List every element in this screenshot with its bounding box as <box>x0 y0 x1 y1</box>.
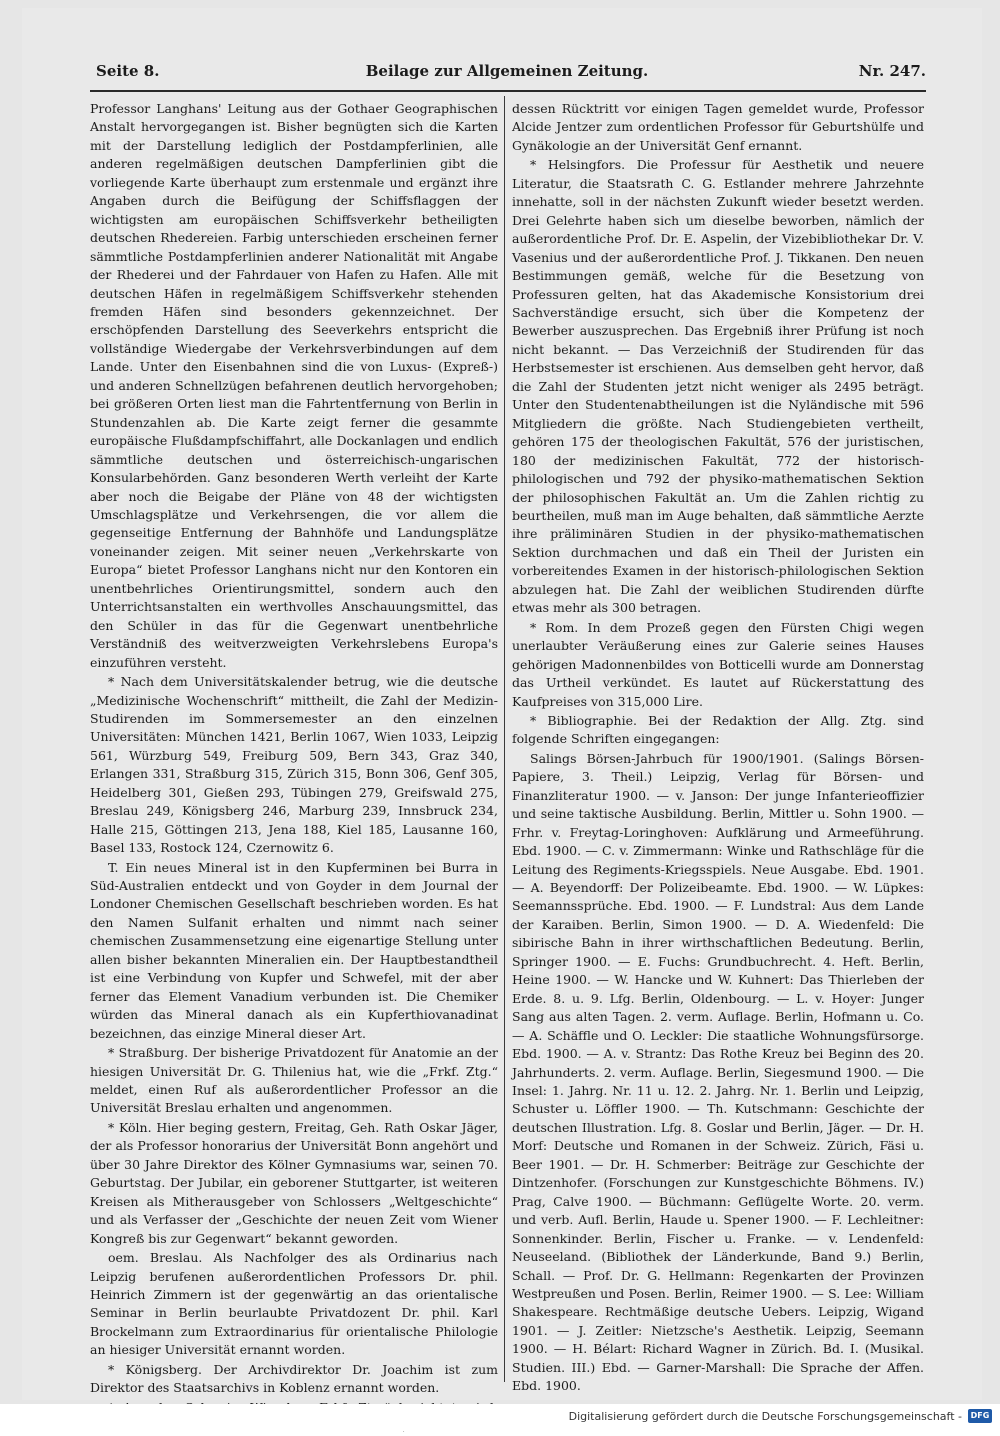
article-rom: * Rom. In dem Prozeß gegen den Fürsten Chigi wegen unerlaubter Veräußerung eines zur Galerie seines Hauses gehörigen Madonnenbildes von Botticelli wurde am Donnerstag das Urtheil verkündet. Es lautet auf Rückerstattung des Kaufpreises von 315,000 Lire. <box>512 619 924 709</box>
page-number: Seite 8. <box>96 62 160 80</box>
article-strassburg: * Straßburg. Der bisherige Privatdozent für Anatomie an der hiesigen Universität Dr. G. Thilenius hat, wie die „Frkf. Ztg.“ meldet, einen Ruf als außerordentlicher Professor an die Universität Breslau erhalten und angenommen. <box>90 1045 498 1116</box>
article-koeln: * Köln. Hier beging gestern, Freitag, Geh. Rath Oskar Jäger, der als Professor honorarius der Universität Bonn angehört und über 30 Jahre Direktor des Kölner Gymnasiums war, seinen 70. Geburtstag. Der Jubilar, ein geborener Stuttgarter, ist weiteren Kreisen als Mitherausgeber von Schlossers „Weltgeschichte“ und als Verfasser der „Geschichte der neuen Zeit vom Wiener Kongreß bis zur Gegenwart“ bekannt geworden. <box>90 1119 498 1246</box>
dfg-logo-icon: DFG <box>968 1409 992 1423</box>
article-schweiz-continued: dessen Rücktritt vor einigen Tagen gemeldet wurde, Professor Alcide Jentzer zum ordentlichen Professor für Geburtshülfe und Gynäkologie an der Universität Genf ernannt. <box>512 101 924 153</box>
page-header <box>88 58 926 86</box>
right-column <box>512 100 924 1394</box>
issue-number: Nr. 247. <box>858 62 926 80</box>
article-bibliographie: * Bibliographie. Bei der Redaktion der Allg. Ztg. sind folgende Schriften eingegangen: <box>512 712 924 747</box>
article-neues-mineral: T. Ein neues Mineral ist in den Kupferminen bei Burra in Süd-Australien entdeckt und von Goyder in dem Journal der Londoner Chemischen Gesellschaft beschrieben worden. Es hat den Namen Sulfanit erhalten und nimmt nach seiner chemischen Zusammensetzung eine eigenartige Stellung unter allen bisher bekannten Mineralien ein. Der Hauptbestandtheil ist eine Verbindung von Kupfer und Schwefel, mit der aber ferner das Element Vanadium verbunden ist. Die Chemiker würden das Mineral danach als ein Kupferthiovanadinat bezeichnen, das einzige Mineral dieser Art. <box>90 859 498 1041</box>
bibliography-list: Salings Börsen-Jahrbuch für 1900/1901. (Salings Börsen-Papiere, 3. Theil.) Leipzig, Verlag für Börsen- und Finanzliteratur 1900. — v. Janson: Der junge Infanterieoffizier und seine taktische Ausbildung. Berlin, Mittler u. Sohn 1900. — Frhr. v. Freytag-Loringhoven: Aufklärung und Armeeführung. Ebd. 1900. — C. v. Zimmermann: Winke und Rathschläge für die Leitung des Regiments-Kriegsspiels. Neue Ausgabe. Ebd. 1901. — A. Beyendorff: Der Polizeibeamte. Ebd. 1900. — W. Lüpkes: Seemannssprüche. Ebd. 1900. — F. Lundstral: Aus dem Lande der Karaiben. Berlin, Simon 1900. — D. A. Wiedenfeld: Die sibirische Bahn in ihrer wirthschaftlichen Bedeutung. Berlin, Springer 1900. — E. Fuchs: Grundbuchrecht. 4. Heft. Berlin, Heine 1900. — W. Hancke und W. Kuhnert: Das Thierleben der Erde. 8. u. 9. Lfg. Berlin, Oldenbourg. — L. v. Hoyer: Junger Sang aus alten Tagen. 2. verm. Auflage. Berlin, Hofmann u. Co. — A. Schäffle und O. Leckler: Die staatliche Wohnungsfürsorge. Ebd. 1900. — A. v. Strantz: Das Rothe Kreuz bei Beginn des 20. Jahrhunderts. 2. verm. Auflage. Berlin, Siegesmund 1900. — Die Insel: 1. Jahrg. Nr. 11 u. 12. 2. Jahrg. Nr. 1. Berlin und Leipzig, Schuster u. Löffler 1900. — Th. Kutschmann: Geschichte der deutschen Illustration. Lfg. 8. Goslar und Berlin, Jäger. — Dr. H. Morf: Deutsche und Romanen in der Schweiz. Zürich, Fäsi u. Beer 1901. — Dr. H. Schmerber: Beiträge zur Geschichte der Dintzenhofer. (Forschungen zur Kunstgeschichte Böhmens. IV.) Prag, Calve 1900. — Büchmann: Geflügelte Worte. 20. verm. und verb. Aufl. Berlin, Haude u. Spener 1900. — F. Lechleitner: Sonnenkinder. Berlin, Fischer u. Franke. — v. Lendenfeld: Neuseeland. (Bibliothek der Länderkunde, Band 9.) Berlin, Schall. — Prof. Dr. G. Hellmann: Regenkarten der Provinzen Westpreußen und Posen. Berlin, Reimer 1900. — S. Lee: William Shakespeare. Rechtmäßige deutsche Uebers. Leipzig, Wigand 1901. — J. Zeitler: Nietzsche's Aesthetik. Leipzig, Seemann 1900. — H. Bélart: Richard Wagner in Zürich. Bd. I. (Musikal. Studien. III.) Ebd. — Garner-Marshall: Die Sprache der Affen. Ebd. 1900. <box>512 750 924 1394</box>
header-rule <box>90 90 926 92</box>
article-koenigsberg: * Königsberg. Der Archivdirektor Dr. Joachim ist zum Direktor des Staatsarchivs in Koblenz ernannt worden. <box>90 1361 498 1396</box>
supplement-title: Beilage zur Allgemeinen Zeitung. <box>365 62 649 80</box>
article-langhans-map: Professor Langhans' Leitung aus der Gothaer Geographischen Anstalt hervorgegangen ist. Bisher begnügten sich die Karten mit der Darstellung lediglich der Postdampferlinien, alle anderen regelmäßigen deutschen Dampferlinien gibt die vorliegende Karte überhaupt zum erstenmale und ergänzt ihre Angaben durch die Beifügung der Schiffsflaggen der wichtigsten am europäischen Schiffsverkehr betheiligten deutschen Rhedereien. Farbig unterschieden erscheinen ferner sämmtliche Postdampferlinien anderer Nationalität mit Angabe der Rhederei und der Fahrdauer von Hafen zu Hafen. Alle mit deutschen Häfen in regelmäßigem Schiffsverkehr stehenden fremden Häfen sind besonders gekennzeichnet. Der erschöpfenden Darstellung des Seeverkehrs entspricht die vollständige Wiedergabe der Verkehrsverbindungen auf dem Lande. Unter den Eisenbahnen sind die von Luxus- (Expreß-) und anderen Schnellzügen befahrenen deutlich hervorgehoben; bei größeren Orten liest man die Fahrtentfernung von Berlin in Stundenzahlen ab. Die Karte zeigt ferner die gesammte europäische Flußdampfschiffahrt, alle Dockanlagen und endlich sämmtliche deutschen und österreichisch-ungarischen Konsularbehörden. Ganz besonderen Werth verleiht der Karte aber noch die Beigabe der Pläne von 48 der wichtigsten Umschlagsplätze und Verkehrsengen, die vor allem die gegenseitige Entfernung der Bahnhöfe und Landungsplätze voneinander zeigen. Mit seiner neuen „Verkehrskarte von Europa“ bietet Professor Langhans nicht nur den Kontoren ein unentbehrliches Orientirungsmittel, sondern auch den Unterrichtsanstalten ein werthvolles Anschauungsmittel, das den Schüler in das für die Gegenwart unentbehrliche Verständniß des weitverzweigten Verkehrslebens Europa's einzuführen versteht. <box>90 101 498 670</box>
left-column <box>90 100 498 1396</box>
article-breslau: oem. Breslau. Als Nachfolger des als Ordinarius nach Leipzig berufenen außerordentlichen Professors Dr. phil. Heinrich Zimmern ist der gegenwärtig an das orientalische Seminar in Berlin beurlaubte Privatdozent Dr. phil. Karl Brockelmann zum Extraordinarius für orientalische Philologie an hiesiger Universität ernannt worden. <box>90 1250 498 1358</box>
article-helsingfors: * Helsingfors. Die Professur für Aesthetik und neuere Literatur, die Staatsrath C. G. Estlander mehrere Jahrzehnte innehatte, soll in der nächsten Zukunft wieder besetzt werden. Drei Gelehrte haben sich um dieselbe beworben, nämlich der außerordentliche Prof. Dr. E. Aspelin, der Vizebibliothekar Dr. V. Vasenius und der außerordentliche Prof. J. Tikkanen. Den neuen Bestimmungen gemäß, welche für die Besetzung von Professuren gelten, hat das Akademische Konsistorium drei Sachverständige ersucht, sich über die Kompetenz der Bewerber auszusprechen. Das Ergebniß ihrer Prüfung ist noch nicht bekannt. — Das Verzeichniß der Studirenden für das Herbstsemester ist erschienen. Aus demselben geht hervor, daß die Zahl der Studenten jetzt nicht weniger als 2495 beträgt. Unter den Studentenabtheilungen ist die Nyländische mit 596 Mitgliedern die größte. Nach Studiengebieten vertheilt, gehören 175 der theologischen Fakultät, 576 der juristischen, 180 der medizinischen Fakultät, 772 der historisch-philologischen und 792 der physiko-mathematischen Sektion der philosophischen Fakultät an. Um die Zahlen richtig zu beurtheilen, muß man im Auge behalten, daß sämmtliche Aerzte ihre präliminären Studien in der physiko-mathematischen Sektion durchmachen und daß ein Theil der Juristen ein vorbereitendes Examen in der historisch-philologischen Sektion abzulegen hat. Die Zahl der weiblichen Studirenden dürfte etwas mehr als 300 betragen. <box>512 157 924 616</box>
footer <box>0 1404 1000 1431</box>
column-divider <box>504 96 505 1382</box>
article-medizin-studirende: * Nach dem Universitätskalender betrug, wie die deutsche „Medizinische Wochenschrift“ mittheilt, die Zahl der Medizin-Studirenden im Sommersemester an den einzelnen Universitäten: München 1421, Berlin 1067, Wien 1033, Leipzig 561, Würzburg 549, Freiburg 509, Bern 343, Graz 340, Erlangen 331, Straßburg 315, Zürich 315, Bonn 306, Genf 305, Heidelberg 301, Gießen 293, Tübingen 279, Greifswald 275, Breslau 249, Königsberg 246, Marburg 239, Innsbruck 234, Halle 215, Göttingen 213, Jena 188, Kiel 185, Lausanne 160, Basel 133, Rostock 124, Czernowitz 6. <box>90 674 498 856</box>
dfg-credit: Digitalisierung gefördert durch die Deutsche Forschungsgemeinschaft - <box>568 1410 962 1423</box>
